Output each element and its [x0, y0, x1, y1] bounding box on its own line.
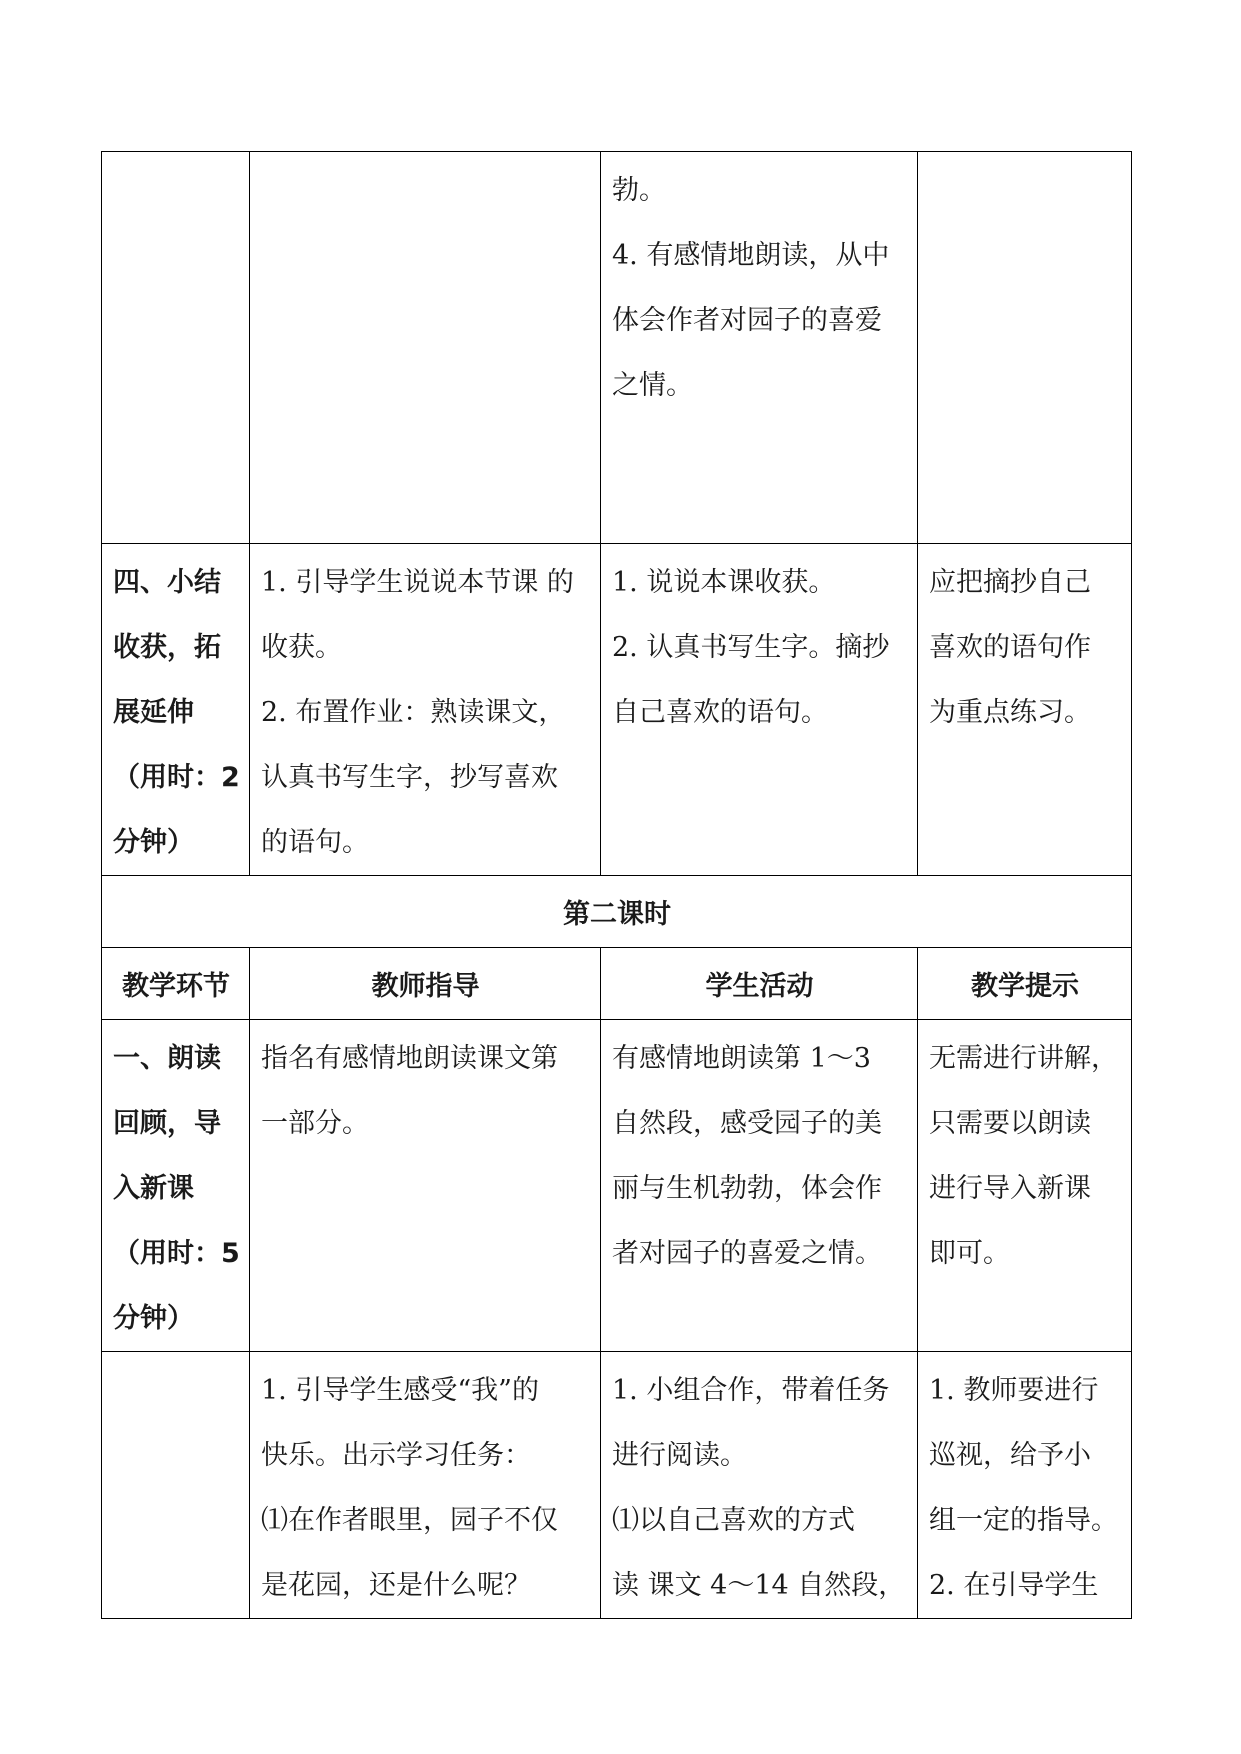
- stage-cell: [102, 152, 250, 544]
- text-line: 无需进行讲解，: [929, 1043, 1118, 1074]
- stage-cell: [102, 544, 250, 876]
- text-line: ⑴在作者眼里，园子不仅: [261, 1505, 558, 1536]
- text-line: 为重点练习。: [929, 697, 1091, 728]
- text-line: （用时：2: [113, 762, 240, 793]
- student-cell: [601, 152, 918, 544]
- header-row: [102, 948, 1132, 1020]
- text-line: 即可。: [929, 1238, 1010, 1269]
- text-line: 有感情地朗读第 1～3: [612, 1043, 871, 1074]
- text-line: 进行导入新课: [929, 1173, 1091, 1204]
- table-row-review: [102, 1020, 1132, 1352]
- text-line: 的语句。: [261, 827, 369, 858]
- student-cell: [601, 1352, 918, 1619]
- stage-cell: [102, 1352, 250, 1619]
- text-line: 展延伸: [113, 697, 194, 728]
- tips-cell: [918, 1020, 1132, 1352]
- table-row-summary: [102, 544, 1132, 876]
- text-line: 1. 小组合作，带着任务: [612, 1375, 890, 1406]
- text-line: 快乐。出示学习任务：: [261, 1440, 531, 1471]
- text-line: 收获，拓: [113, 632, 221, 663]
- text-line: 四、小结: [113, 567, 221, 598]
- text-line: 喜欢的语句作: [929, 632, 1091, 663]
- text-line: 收获。: [261, 632, 342, 663]
- text-line: 2. 在引导学生: [929, 1570, 1099, 1601]
- text-line: 一、朗读: [113, 1043, 221, 1074]
- text-line: 进行阅读。: [612, 1440, 747, 1471]
- text-line: 读 课文 4～14 自然段，: [612, 1570, 906, 1601]
- text-line: 自己喜欢的语句。: [612, 697, 828, 728]
- text-line: 回顾，导: [113, 1108, 221, 1139]
- lesson-plan-table: [101, 151, 1132, 1619]
- text-line: 勃。: [612, 175, 666, 206]
- text-line: 1. 教师要进行: [929, 1375, 1099, 1406]
- text-line: 丽与生机勃勃，体会作: [612, 1173, 882, 1204]
- text-line: （用时：5: [113, 1238, 240, 1269]
- teacher-cell: [250, 1020, 601, 1352]
- text-line: 分钟）: [113, 827, 194, 858]
- header-student: 学生活动: [601, 948, 918, 1020]
- text-line: 分钟）: [113, 1303, 194, 1334]
- text-line: 一部分。: [261, 1108, 369, 1139]
- header-teacher: 教师指导: [250, 948, 601, 1020]
- text-line: 认真书写生字，抄写喜欢: [261, 762, 558, 793]
- text-line: 1. 引导学生感受“我”的: [261, 1375, 539, 1406]
- text-line: 巡视，给予小: [929, 1440, 1091, 1471]
- text-line: 4. 有感情地朗读，从中: [612, 240, 890, 271]
- header-tips: 教学提示: [918, 948, 1132, 1020]
- stage-cell: [102, 1020, 250, 1352]
- header-stage: 教学环节: [102, 948, 250, 1020]
- text-line: 组一定的指导。: [929, 1505, 1118, 1536]
- tips-cell: [918, 152, 1132, 544]
- table-row-task: [102, 1352, 1132, 1619]
- student-cell: [601, 544, 918, 876]
- table-row-continued: [102, 152, 1132, 544]
- text-line: 1. 说说本课收获。: [612, 567, 836, 598]
- text-line: ⑴以自己喜欢的方式: [612, 1505, 855, 1536]
- teacher-cell: [250, 152, 601, 544]
- text-line: 指名有感情地朗读课文第: [261, 1043, 558, 1074]
- tips-cell: [918, 1352, 1132, 1619]
- section-title-row: [102, 876, 1132, 948]
- text-line: 只需要以朗读: [929, 1108, 1091, 1139]
- text-line: 应把摘抄自己: [929, 567, 1091, 598]
- text-line: 入新课: [113, 1173, 194, 1204]
- text-line: 之情。: [612, 370, 693, 401]
- tips-cell: [918, 544, 1132, 876]
- text-line: 自然段，感受园子的美: [612, 1108, 882, 1139]
- text-line: 2. 布置作业：熟读课文，: [261, 697, 566, 728]
- text-line: 1. 引导学生说说本节课 的: [261, 567, 574, 598]
- teacher-cell: [250, 544, 601, 876]
- text-line: 者对园子的喜爱之情。: [612, 1238, 882, 1269]
- text-line: 是花园，还是什么呢？: [261, 1570, 531, 1601]
- text-line: 体会作者对园子的喜爱: [612, 305, 882, 336]
- section-title: 第二课时: [102, 876, 1132, 948]
- teacher-cell: [250, 1352, 601, 1619]
- text-line: 2. 认真书写生字。摘抄: [612, 632, 890, 663]
- student-cell: [601, 1020, 918, 1352]
